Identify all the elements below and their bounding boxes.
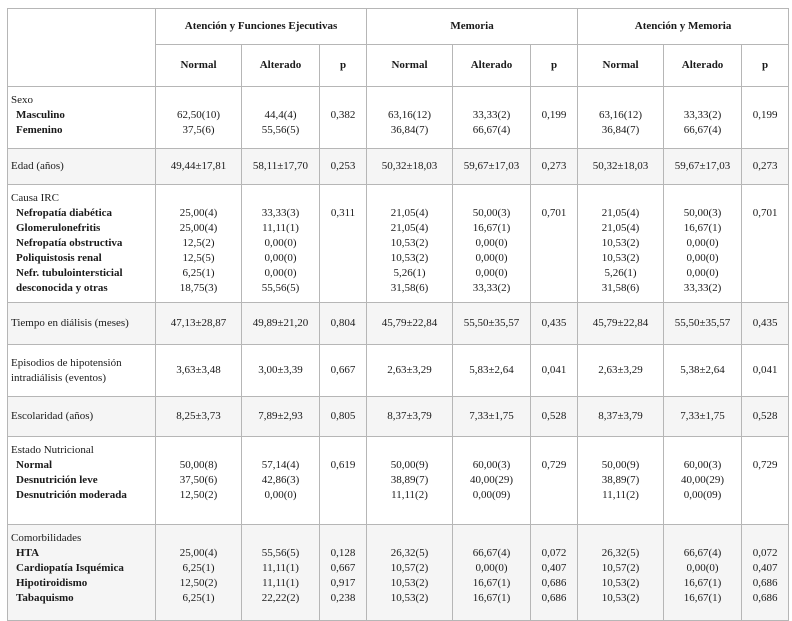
value-cell — [367, 525, 453, 621]
value-cell — [453, 437, 531, 525]
cell-value: 3,63±3,48 — [176, 364, 221, 376]
cell-value: 0,804 — [330, 317, 356, 329]
cell-value: 10,53(2) — [390, 577, 429, 589]
p-value-cell — [531, 303, 578, 345]
row-title: Tiempo en diálisis (meses) — [11, 317, 129, 329]
cell-value: 10,53(2) — [390, 252, 429, 264]
cell-value: 0,435 — [752, 317, 778, 329]
table-row — [8, 87, 789, 149]
value-cell — [664, 303, 742, 345]
cell-value: 16,67(1) — [683, 222, 722, 234]
column-header-normal: Normal — [578, 45, 664, 87]
cell-value: 16,67(1) — [472, 577, 511, 589]
cell-value: 0,00(0) — [264, 252, 297, 264]
row-label — [8, 87, 156, 149]
cell-value: 0,00(0) — [264, 267, 297, 279]
value-cell — [242, 437, 320, 525]
row-subitem-label: Glomerulonefritis — [16, 222, 101, 234]
column-group-attention-executive: Atención y Funciones Ejecutivas — [156, 9, 367, 45]
p-value-cell — [531, 397, 578, 437]
cell-value: 10,57(2) — [390, 562, 429, 574]
cell-value: 49,89±21,20 — [252, 317, 309, 329]
cell-value: 6,25(1) — [182, 562, 215, 574]
cell-value: 0,253 — [330, 160, 356, 172]
value-cell — [242, 87, 320, 149]
value-cell — [156, 87, 242, 149]
cell-value: 33,33(2) — [683, 109, 722, 121]
cell-value: 31,58(6) — [390, 282, 429, 294]
cell-value: 25,00(4) — [179, 547, 218, 559]
value-cell — [367, 185, 453, 303]
cell-value: 26,32(5) — [601, 547, 640, 559]
table-row — [8, 397, 789, 437]
cell-value: 0,00(0) — [475, 267, 508, 279]
p-value-cell — [320, 397, 367, 437]
cell-value: 0,00(09) — [683, 489, 722, 501]
cell-value: 0,667 — [330, 364, 356, 376]
row-subitem-label: Nefropatía obstructiva — [16, 237, 123, 249]
cell-value: 0,701 — [541, 207, 567, 219]
cell-value: 8,37±3,79 — [598, 410, 643, 422]
cell-value: 62,50(10) — [176, 109, 221, 121]
table-header — [8, 9, 789, 87]
cell-value: 0,686 — [541, 592, 567, 604]
row-subitem-label: Tabaquismo — [16, 592, 74, 604]
stub-head — [8, 9, 156, 87]
cell-value: 0,00(0) — [686, 267, 719, 279]
cell-value: 16,67(1) — [472, 592, 511, 604]
cell-value: 33,33(2) — [683, 282, 722, 294]
cell-value: 0,00(0) — [686, 237, 719, 249]
cell-value: 25,00(4) — [179, 207, 218, 219]
value-cell — [156, 525, 242, 621]
value-cell — [367, 397, 453, 437]
cell-value: 0,805 — [330, 410, 356, 422]
cell-value: 0,701 — [752, 207, 778, 219]
cell-value: 8,25±3,73 — [176, 410, 221, 422]
value-cell — [156, 345, 242, 397]
p-value-cell — [531, 345, 578, 397]
cell-value: 6,25(1) — [182, 592, 215, 604]
cell-value: 0,00(0) — [264, 237, 297, 249]
row-subitem-label: Femenino — [16, 124, 63, 136]
cell-value: 0,382 — [330, 109, 356, 121]
cell-value: 55,50±35,57 — [674, 317, 731, 329]
cell-value: 0,917 — [330, 577, 356, 589]
p-value-cell — [531, 525, 578, 621]
p-value-cell — [531, 87, 578, 149]
cell-value: 0,128 — [330, 547, 356, 559]
cell-value: 50,00(8) — [179, 459, 218, 471]
cell-value: 37,50(6) — [179, 474, 218, 486]
value-cell — [578, 397, 664, 437]
cell-value: 0,273 — [752, 160, 778, 172]
cell-value: 47,13±28,87 — [170, 317, 227, 329]
row-label — [8, 149, 156, 185]
row-title: Escolaridad (años) — [11, 410, 94, 422]
column-group-memory: Memoria — [367, 9, 578, 45]
row-subitem-label: Normal — [16, 459, 53, 471]
cell-value: 0,729 — [752, 459, 778, 471]
column-header-alterado: Alterado — [242, 45, 320, 87]
row-title: Estado Nutricional — [11, 444, 94, 456]
cell-value: 0,619 — [330, 459, 356, 471]
cell-value: 55,56(5) — [261, 124, 300, 136]
cell-value: 66,67(4) — [683, 547, 722, 559]
cell-value: 36,84(7) — [390, 124, 429, 136]
row-title: Comorbilidades — [11, 532, 82, 544]
cell-value: 22,22(2) — [261, 592, 300, 604]
cell-value: 49,44±17,81 — [170, 160, 227, 172]
p-value-cell — [531, 149, 578, 185]
row-subitem-label: Desnutrición leve — [16, 474, 98, 486]
p-value-cell — [320, 149, 367, 185]
value-cell — [578, 87, 664, 149]
cell-value: 60,00(3) — [472, 459, 511, 471]
cell-value: 11,11(1) — [262, 562, 299, 574]
cell-value: 60,00(3) — [683, 459, 722, 471]
cell-value: 2,63±3,29 — [598, 364, 643, 376]
value-cell — [242, 185, 320, 303]
value-cell — [578, 345, 664, 397]
p-value-cell — [742, 345, 789, 397]
value-cell — [578, 437, 664, 525]
value-cell — [367, 437, 453, 525]
cell-value: 7,33±1,75 — [469, 410, 514, 422]
column-group-attention-memory: Atención y Memoria — [578, 9, 789, 45]
value-cell — [367, 345, 453, 397]
cell-value: 55,56(5) — [261, 282, 300, 294]
cell-value: 3,00±3,39 — [258, 364, 303, 376]
table-row — [8, 525, 789, 621]
cell-value: 33,33(3) — [261, 207, 300, 219]
value-cell — [453, 397, 531, 437]
cell-value: 0,407 — [752, 562, 778, 574]
cell-value: 57,14(4) — [261, 459, 300, 471]
cell-value: 45,79±22,84 — [592, 317, 649, 329]
p-value-cell — [320, 525, 367, 621]
column-header-alterado: Alterado — [664, 45, 742, 87]
row-subitem-label: Nefr. tubulointersticial — [16, 267, 123, 279]
p-value-cell — [742, 149, 789, 185]
cell-value: 12,50(2) — [179, 489, 218, 501]
p-value-cell — [742, 87, 789, 149]
cell-value: 0,00(0) — [475, 252, 508, 264]
p-value-cell — [320, 303, 367, 345]
cell-value: 21,05(4) — [390, 222, 429, 234]
value-cell — [453, 525, 531, 621]
cell-value: 33,33(2) — [472, 282, 511, 294]
cell-value: 38,89(7) — [390, 474, 429, 486]
cell-value: 50,00(3) — [683, 207, 722, 219]
cell-value: 66,67(4) — [472, 124, 511, 136]
row-subitem-label: Poliquistosis renal — [16, 252, 102, 264]
value-cell — [242, 149, 320, 185]
p-value-cell — [742, 185, 789, 303]
row-label — [8, 437, 156, 525]
cell-value: 10,57(2) — [601, 562, 640, 574]
cell-value: 31,58(6) — [601, 282, 640, 294]
cell-value: 21,05(4) — [601, 207, 640, 219]
value-cell — [578, 303, 664, 345]
value-cell — [578, 525, 664, 621]
cell-value: 50,00(9) — [601, 459, 640, 471]
value-cell — [156, 437, 242, 525]
cell-value: 0,00(0) — [475, 237, 508, 249]
cell-value: 50,00(9) — [390, 459, 429, 471]
p-value-cell — [320, 437, 367, 525]
cell-value: 63,16(12) — [599, 109, 643, 121]
cell-value: 7,33±1,75 — [680, 410, 725, 422]
cell-value: 0,041 — [752, 364, 778, 376]
column-header-p: p — [320, 45, 367, 87]
cell-value: 5,26(1) — [604, 267, 637, 279]
column-header-normal: Normal — [367, 45, 453, 87]
cell-value: 0,041 — [541, 364, 567, 376]
cell-value: 10,53(2) — [601, 577, 640, 589]
cell-value: 12,5(2) — [182, 237, 215, 249]
cell-value: 59,67±17,03 — [674, 160, 731, 172]
row-subitem-label: HTA — [16, 547, 40, 559]
cell-value: 0,311 — [330, 207, 356, 219]
cell-value: 6,25(1) — [182, 267, 215, 279]
table-body — [8, 87, 789, 621]
cell-value: 50,32±18,03 — [592, 160, 649, 172]
value-cell — [156, 149, 242, 185]
p-value-cell — [320, 87, 367, 149]
p-value-cell — [742, 397, 789, 437]
row-label — [8, 345, 156, 397]
table-row — [8, 437, 789, 525]
p-value-cell — [742, 437, 789, 525]
cell-value: 36,84(7) — [601, 124, 640, 136]
cell-value: 0,686 — [541, 577, 567, 589]
cell-value: 0,00(0) — [686, 562, 719, 574]
cell-value: 50,32±18,03 — [381, 160, 438, 172]
cell-value: 55,50±35,57 — [463, 317, 520, 329]
p-value-cell — [742, 303, 789, 345]
p-value-cell — [742, 525, 789, 621]
cell-value: 0,199 — [541, 109, 567, 121]
cell-value: 33,33(2) — [472, 109, 511, 121]
row-label — [8, 303, 156, 345]
value-cell — [453, 87, 531, 149]
cell-value: 0,00(0) — [686, 252, 719, 264]
cell-value: 66,67(4) — [472, 547, 511, 559]
row-title: Causa IRC — [11, 192, 59, 204]
group-header-row — [8, 9, 789, 45]
value-cell — [242, 525, 320, 621]
cell-value: 10,53(2) — [601, 237, 640, 249]
row-label — [8, 185, 156, 303]
cell-value: 37,5(6) — [182, 124, 215, 136]
cell-value: 21,05(4) — [601, 222, 640, 234]
cell-value: 12,5(5) — [182, 252, 215, 264]
cell-value: 0,667 — [330, 562, 356, 574]
cell-value: 18,75(3) — [179, 282, 218, 294]
value-cell — [156, 397, 242, 437]
cell-value: 58,11±17,70 — [252, 160, 309, 172]
value-cell — [453, 149, 531, 185]
row-label — [8, 525, 156, 621]
cell-value: 11,11(1) — [262, 577, 299, 589]
p-value-cell — [320, 185, 367, 303]
cell-value: 38,89(7) — [601, 474, 640, 486]
cell-value: 16,67(1) — [472, 222, 511, 234]
cell-value: 0,00(09) — [472, 489, 511, 501]
value-cell — [453, 185, 531, 303]
cell-value: 40,00(29) — [681, 474, 725, 486]
cell-value: 0,686 — [752, 592, 778, 604]
cell-value: 8,37±3,79 — [387, 410, 432, 422]
column-header-alterado: Alterado — [453, 45, 531, 87]
cell-value: 0,528 — [752, 410, 778, 422]
table-row — [8, 345, 789, 397]
cell-value: 25,00(4) — [179, 222, 218, 234]
cell-value: 0,273 — [541, 160, 567, 172]
row-subitem-label: desconocida y otras — [16, 282, 108, 294]
cell-value: 42,86(3) — [261, 474, 300, 486]
row-title: Episodios de hipotensión intradiálisis (eventos) — [11, 356, 122, 384]
cell-value: 16,67(1) — [683, 592, 722, 604]
cell-value: 44,4(4) — [264, 109, 297, 121]
p-value-cell — [531, 185, 578, 303]
table-row — [8, 303, 789, 345]
cell-value: 5,83±2,64 — [469, 364, 514, 376]
cell-value: 10,53(2) — [601, 252, 640, 264]
value-cell — [578, 185, 664, 303]
value-cell — [367, 303, 453, 345]
cell-value: 0,528 — [541, 410, 567, 422]
value-cell — [664, 185, 742, 303]
cell-value: 50,00(3) — [472, 207, 511, 219]
value-cell — [664, 525, 742, 621]
cell-value: 0,00(0) — [264, 489, 297, 501]
value-cell — [664, 437, 742, 525]
cell-value: 10,53(2) — [390, 592, 429, 604]
cell-value: 45,79±22,84 — [381, 317, 438, 329]
value-cell — [367, 87, 453, 149]
cell-value: 0,686 — [752, 577, 778, 589]
cell-value: 0,729 — [541, 459, 567, 471]
results-table — [7, 8, 789, 621]
row-subitem-label: Hipotiroidismo — [16, 577, 88, 589]
value-cell — [664, 345, 742, 397]
cell-value: 55,56(5) — [261, 547, 300, 559]
cell-value: 0,072 — [541, 547, 567, 559]
value-cell — [453, 303, 531, 345]
cell-value: 12,50(2) — [179, 577, 218, 589]
row-subitem-label: Masculino — [16, 109, 65, 121]
cell-value: 40,00(29) — [469, 474, 514, 486]
value-cell — [242, 303, 320, 345]
cell-value: 5,26(1) — [393, 267, 426, 279]
value-cell — [664, 397, 742, 437]
column-header-normal: Normal — [156, 45, 242, 87]
cell-value: 5,38±2,64 — [680, 364, 725, 376]
p-value-cell — [320, 345, 367, 397]
column-header-p: p — [742, 45, 789, 87]
cell-value: 7,89±2,93 — [258, 410, 303, 422]
cell-value: 2,63±3,29 — [387, 364, 432, 376]
cell-value: 11,11(1) — [262, 222, 299, 234]
row-title: Sexo — [11, 94, 33, 106]
cell-value: 10,53(2) — [601, 592, 640, 604]
p-value-cell — [531, 437, 578, 525]
cell-value: 59,67±17,03 — [463, 160, 520, 172]
value-cell — [156, 185, 242, 303]
table-row — [8, 149, 789, 185]
row-label — [8, 397, 156, 437]
cell-value: 10,53(2) — [390, 237, 429, 249]
value-cell — [578, 149, 664, 185]
cell-value: 16,67(1) — [683, 577, 722, 589]
column-header-p: p — [531, 45, 578, 87]
cell-value: 0,407 — [541, 562, 567, 574]
cell-value: 0,238 — [330, 592, 356, 604]
cell-value: 11,11(2) — [391, 489, 428, 501]
row-subitem-label: Cardiopatía Isquémica — [16, 562, 124, 574]
cell-value: 0,00(0) — [475, 562, 508, 574]
row-title: Edad (años) — [11, 160, 64, 172]
value-cell — [453, 345, 531, 397]
value-cell — [242, 397, 320, 437]
cell-value: 66,67(4) — [683, 124, 722, 136]
cell-value: 0,072 — [752, 547, 778, 559]
cell-value: 11,11(2) — [602, 489, 639, 501]
value-cell — [664, 87, 742, 149]
table-row — [8, 185, 789, 303]
cell-value: 63,16(12) — [387, 109, 432, 121]
cell-value: 0,199 — [752, 109, 778, 121]
value-cell — [156, 303, 242, 345]
row-subitem-label: Desnutrición moderada — [16, 489, 127, 501]
cell-value: 21,05(4) — [390, 207, 429, 219]
value-cell — [242, 345, 320, 397]
cell-value: 26,32(5) — [390, 547, 429, 559]
cell-value: 0,435 — [541, 317, 567, 329]
row-subitem-label: Nefropatía diabética — [16, 207, 113, 219]
value-cell — [664, 149, 742, 185]
value-cell — [367, 149, 453, 185]
